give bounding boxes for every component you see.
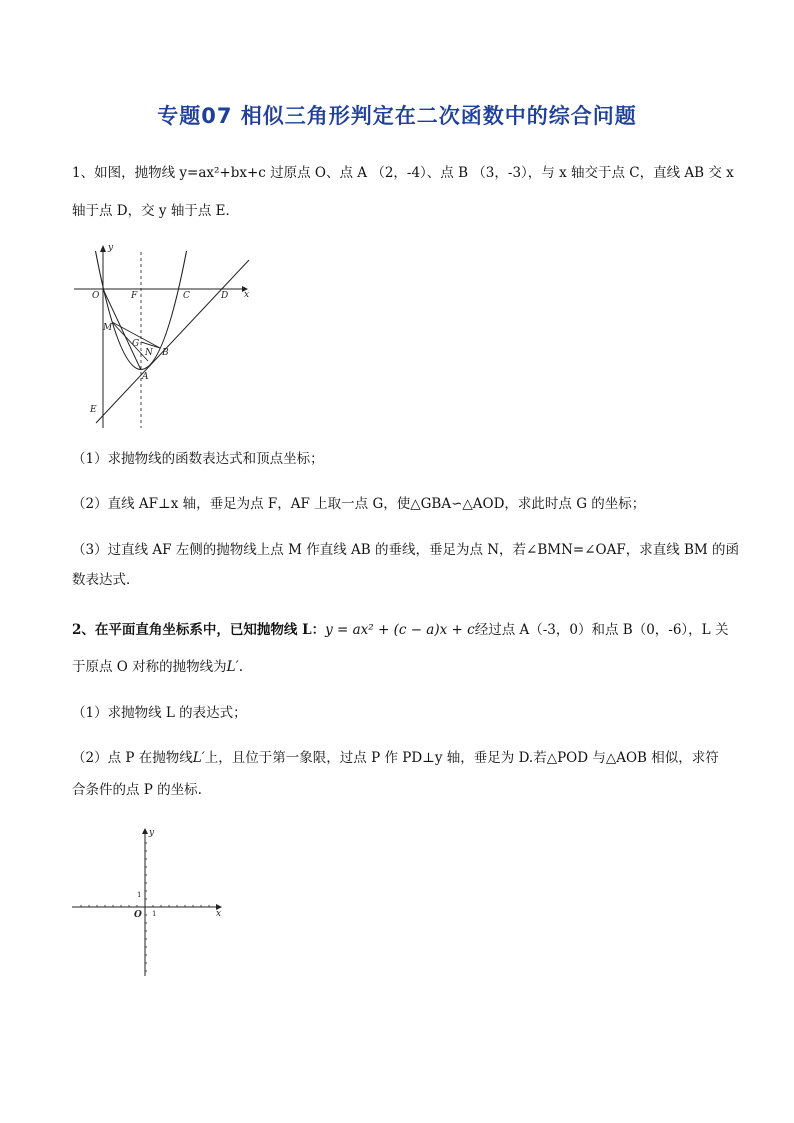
q2-sub2-l-prime: L′ <box>192 750 205 766</box>
q2-stem-prefix: 2、在平面直角坐标系中，已知抛物线 L： <box>72 622 326 638</box>
q1-parabola <box>96 251 187 370</box>
q2-l-prime: L′ <box>226 659 239 675</box>
q2-label-O: O <box>134 910 142 920</box>
q1-figure <box>72 238 262 430</box>
q2-stem-line1 <box>72 620 732 640</box>
q1-sub1: （1）求抛物线的函数表达式和顶点坐标； <box>72 451 324 467</box>
q2-formula: y = ax² + (c − a)x + c <box>325 622 475 638</box>
q1-label-O: O <box>92 291 100 301</box>
q1-label-C: C <box>183 291 190 301</box>
q1-sub3-line1: （3）过直线 AF 左侧的抛物线上点 M 作直线 AB 的垂线，垂足为点 N，若∠BMN=∠OAF，求直线 BM 的函 <box>72 542 740 558</box>
q1-sub3-line2: 数表达式． <box>72 572 140 588</box>
q2-label-one-y: 1 <box>137 891 142 899</box>
q2-sub2-line1 <box>72 748 732 768</box>
q1-label-A: A <box>142 372 149 382</box>
q1-label-D: D <box>221 291 229 301</box>
q1-label-M: M <box>103 323 113 333</box>
q2-sub2-line2: 合条件的点 P 的坐标. <box>72 782 202 798</box>
q1-label-B: B <box>162 348 169 358</box>
q1-sub2: （2）直线 AF⊥x 轴，垂足为点 F，AF 上取一点 G，使△GBA∽△AOD，求此时点 G 的坐标； <box>72 496 646 512</box>
q1-label-E: E <box>90 405 97 415</box>
q2-label-y: y <box>149 828 155 838</box>
q2-line2-suffix: . <box>238 659 243 675</box>
q1-label-F: F <box>131 291 138 301</box>
q2-sub2-suffix: 上，且位于第一象限，过点 P 作 PD⊥y 轴，垂足为 D.若△POD 与△AOB 相似，求符 <box>204 750 719 766</box>
q2-label-one-x: 1 <box>152 910 157 918</box>
q1-y-arrow <box>100 245 106 252</box>
q2-line2-prefix: 于原点 O 对称的抛物线为 <box>72 659 227 675</box>
q2-stem-suffix: 经过点 A（-3，0）和点 B（0，-6），L 关 <box>474 622 729 638</box>
q1-line-MN <box>112 322 148 361</box>
q1-label-G: G <box>132 339 140 349</box>
q2-sub2-prefix: （2）点 P 在抛物线 <box>72 750 193 766</box>
q2-sub1: （1）求抛物线 L 的表达式； <box>72 705 247 721</box>
q1-label-x: x <box>244 290 250 300</box>
q1-stem-line1: 1、如图，抛物线 y=ax²+bx+c 过原点 O、点 A （2，-4）、点 B （3，-3），与 x 轴交于点 C，直线 AB 交 x <box>72 165 734 181</box>
q2-axes-figure <box>70 826 230 978</box>
q2-label-x: x <box>216 909 222 919</box>
q1-label-N: N <box>145 348 153 358</box>
page-title: 专题07 相似三角形判定在二次函数中的综合问题 <box>157 104 637 128</box>
q1-label-y: y <box>108 243 114 253</box>
q1-stem-line2: 轴于点 D，交 y 轴于点 E． <box>72 203 239 219</box>
q2-y-arrow <box>142 828 148 834</box>
q2-stem-line2 <box>72 657 732 677</box>
